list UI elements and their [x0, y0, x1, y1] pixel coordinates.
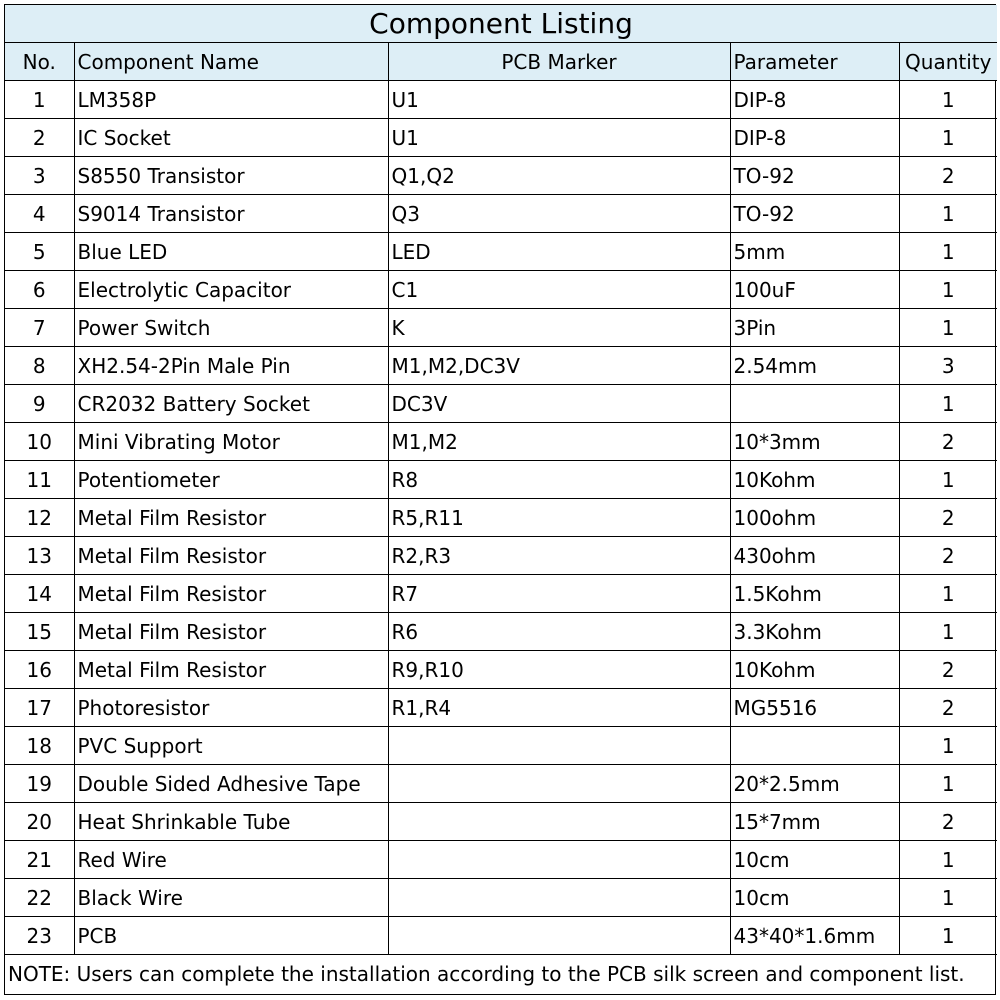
cell-parameter: 3Pin — [730, 309, 899, 347]
cell-parameter: 10Kohm — [730, 651, 899, 689]
cell-no: 1 — [5, 81, 74, 119]
cell-component-name: Metal Film Resistor — [74, 613, 388, 651]
cell-component-name: Mini Vibrating Motor — [74, 423, 388, 461]
cell-pcb-marker — [388, 727, 730, 765]
cell-component-name: Electrolytic Capacitor — [74, 271, 388, 309]
cell-pcb-marker: R7 — [388, 575, 730, 613]
table-row — [5, 81, 997, 119]
table-row — [5, 499, 997, 537]
cell-quantity: 1 — [899, 765, 997, 803]
cell-parameter: 10cm — [730, 879, 899, 917]
cell-pcb-marker: R1,R4 — [388, 689, 730, 727]
cell-pcb-marker: DC3V — [388, 385, 730, 423]
cell-no: 23 — [5, 917, 74, 955]
table-title: Component Listing — [5, 5, 997, 43]
cell-quantity: 3 — [899, 347, 997, 385]
cell-parameter: 10Kohm — [730, 461, 899, 499]
cell-component-name: PVC Support — [74, 727, 388, 765]
table-row — [5, 803, 997, 841]
cell-quantity: 1 — [899, 195, 997, 233]
cell-component-name: Metal Film Resistor — [74, 537, 388, 575]
cell-no: 18 — [5, 727, 74, 765]
cell-pcb-marker: M1,M2,DC3V — [388, 347, 730, 385]
cell-parameter: 10*3mm — [730, 423, 899, 461]
cell-parameter: 20*2.5mm — [730, 765, 899, 803]
cell-no: 17 — [5, 689, 74, 727]
cell-quantity: 2 — [899, 537, 997, 575]
table-row — [5, 195, 997, 233]
cell-pcb-marker — [388, 879, 730, 917]
cell-no: 8 — [5, 347, 74, 385]
cell-quantity: 2 — [899, 423, 997, 461]
cell-quantity: 1 — [899, 385, 997, 423]
cell-parameter: TO-92 — [730, 157, 899, 195]
cell-no: 12 — [5, 499, 74, 537]
cell-parameter: DIP-8 — [730, 119, 899, 157]
table-row — [5, 917, 997, 955]
cell-quantity: 1 — [899, 309, 997, 347]
column-header-parameter: Parameter — [730, 43, 899, 81]
cell-no: 11 — [5, 461, 74, 499]
cell-component-name: S8550 Transistor — [74, 157, 388, 195]
cell-quantity: 1 — [899, 917, 997, 955]
component-table — [5, 5, 997, 992]
cell-component-name: S9014 Transistor — [74, 195, 388, 233]
cell-parameter: 100ohm — [730, 499, 899, 537]
table-row — [5, 613, 997, 651]
cell-quantity: 1 — [899, 81, 997, 119]
table-row — [5, 879, 997, 917]
cell-no: 16 — [5, 651, 74, 689]
column-header-component-name: Component Name — [74, 43, 388, 81]
table-row — [5, 309, 997, 347]
cell-component-name: Potentiometer — [74, 461, 388, 499]
cell-parameter: 43*40*1.6mm — [730, 917, 899, 955]
cell-pcb-marker — [388, 841, 730, 879]
cell-component-name: Photoresistor — [74, 689, 388, 727]
cell-component-name: Double Sided Adhesive Tape — [74, 765, 388, 803]
cell-pcb-marker: M1,M2 — [388, 423, 730, 461]
cell-quantity: 1 — [899, 613, 997, 651]
cell-parameter: 1.5Kohm — [730, 575, 899, 613]
cell-quantity: 2 — [899, 803, 997, 841]
cell-component-name: CR2032 Battery Socket — [74, 385, 388, 423]
table-row — [5, 765, 997, 803]
cell-pcb-marker: R5,R11 — [388, 499, 730, 537]
cell-parameter: 10cm — [730, 841, 899, 879]
cell-pcb-marker: LED — [388, 233, 730, 271]
table-row — [5, 461, 997, 499]
cell-parameter — [730, 385, 899, 423]
cell-pcb-marker: R2,R3 — [388, 537, 730, 575]
cell-parameter: 2.54mm — [730, 347, 899, 385]
cell-no: 13 — [5, 537, 74, 575]
cell-pcb-marker: R8 — [388, 461, 730, 499]
cell-pcb-marker: K — [388, 309, 730, 347]
cell-pcb-marker: R9,R10 — [388, 651, 730, 689]
cell-no: 7 — [5, 309, 74, 347]
cell-component-name: Blue LED — [74, 233, 388, 271]
cell-pcb-marker: C1 — [388, 271, 730, 309]
cell-parameter: TO-92 — [730, 195, 899, 233]
cell-no: 22 — [5, 879, 74, 917]
cell-quantity: 1 — [899, 271, 997, 309]
column-header-quantity: Quantity — [899, 43, 997, 81]
cell-quantity: 1 — [899, 727, 997, 765]
note-text: NOTE: Users can complete the installation according to the PCB silk screen and component list. — [5, 955, 997, 993]
cell-no: 10 — [5, 423, 74, 461]
cell-no: 5 — [5, 233, 74, 271]
cell-component-name: IC Socket — [74, 119, 388, 157]
table-row — [5, 385, 997, 423]
cell-no: 19 — [5, 765, 74, 803]
table-row — [5, 233, 997, 271]
column-header-pcb-marker: PCB Marker — [388, 43, 730, 81]
table-row — [5, 119, 997, 157]
cell-pcb-marker: U1 — [388, 81, 730, 119]
cell-parameter: DIP-8 — [730, 81, 899, 119]
column-header-no: No. — [5, 43, 74, 81]
cell-pcb-marker — [388, 803, 730, 841]
cell-parameter: 430ohm — [730, 537, 899, 575]
cell-quantity: 2 — [899, 499, 997, 537]
cell-quantity: 2 — [899, 689, 997, 727]
cell-parameter: 100uF — [730, 271, 899, 309]
cell-component-name: LM358P — [74, 81, 388, 119]
cell-no: 4 — [5, 195, 74, 233]
cell-pcb-marker: Q1,Q2 — [388, 157, 730, 195]
cell-parameter: 15*7mm — [730, 803, 899, 841]
cell-component-name: Black Wire — [74, 879, 388, 917]
cell-parameter: MG5516 — [730, 689, 899, 727]
cell-no: 3 — [5, 157, 74, 195]
cell-component-name: Metal Film Resistor — [74, 499, 388, 537]
table-row — [5, 841, 997, 879]
cell-no: 20 — [5, 803, 74, 841]
cell-pcb-marker — [388, 765, 730, 803]
cell-parameter — [730, 727, 899, 765]
cell-no: 15 — [5, 613, 74, 651]
cell-no: 21 — [5, 841, 74, 879]
table-row — [5, 423, 997, 461]
component-listing-sheet — [4, 4, 996, 995]
header-row — [5, 43, 997, 81]
cell-quantity: 1 — [899, 841, 997, 879]
cell-quantity: 1 — [899, 575, 997, 613]
cell-quantity: 1 — [899, 461, 997, 499]
cell-component-name: XH2.54-2Pin Male Pin — [74, 347, 388, 385]
cell-component-name: Red Wire — [74, 841, 388, 879]
cell-pcb-marker: R6 — [388, 613, 730, 651]
cell-quantity: 1 — [899, 233, 997, 271]
cell-component-name: Power Switch — [74, 309, 388, 347]
cell-pcb-marker — [388, 917, 730, 955]
cell-component-name: Metal Film Resistor — [74, 651, 388, 689]
cell-component-name: PCB — [74, 917, 388, 955]
title-row — [5, 5, 997, 43]
table-row — [5, 347, 997, 385]
table-row — [5, 271, 997, 309]
cell-no: 2 — [5, 119, 74, 157]
cell-parameter: 3.3Kohm — [730, 613, 899, 651]
cell-pcb-marker: U1 — [388, 119, 730, 157]
cell-no: 6 — [5, 271, 74, 309]
table-row — [5, 689, 997, 727]
cell-component-name: Heat Shrinkable Tube — [74, 803, 388, 841]
table-row — [5, 157, 997, 195]
cell-quantity: 2 — [899, 651, 997, 689]
table-row — [5, 537, 997, 575]
cell-quantity: 1 — [899, 119, 997, 157]
note-row — [5, 955, 997, 993]
table-row — [5, 651, 997, 689]
table-row — [5, 727, 997, 765]
table-row — [5, 575, 997, 613]
cell-quantity: 2 — [899, 157, 997, 195]
cell-no: 14 — [5, 575, 74, 613]
cell-no: 9 — [5, 385, 74, 423]
cell-parameter: 5mm — [730, 233, 899, 271]
cell-component-name: Metal Film Resistor — [74, 575, 388, 613]
cell-pcb-marker: Q3 — [388, 195, 730, 233]
cell-quantity: 1 — [899, 879, 997, 917]
